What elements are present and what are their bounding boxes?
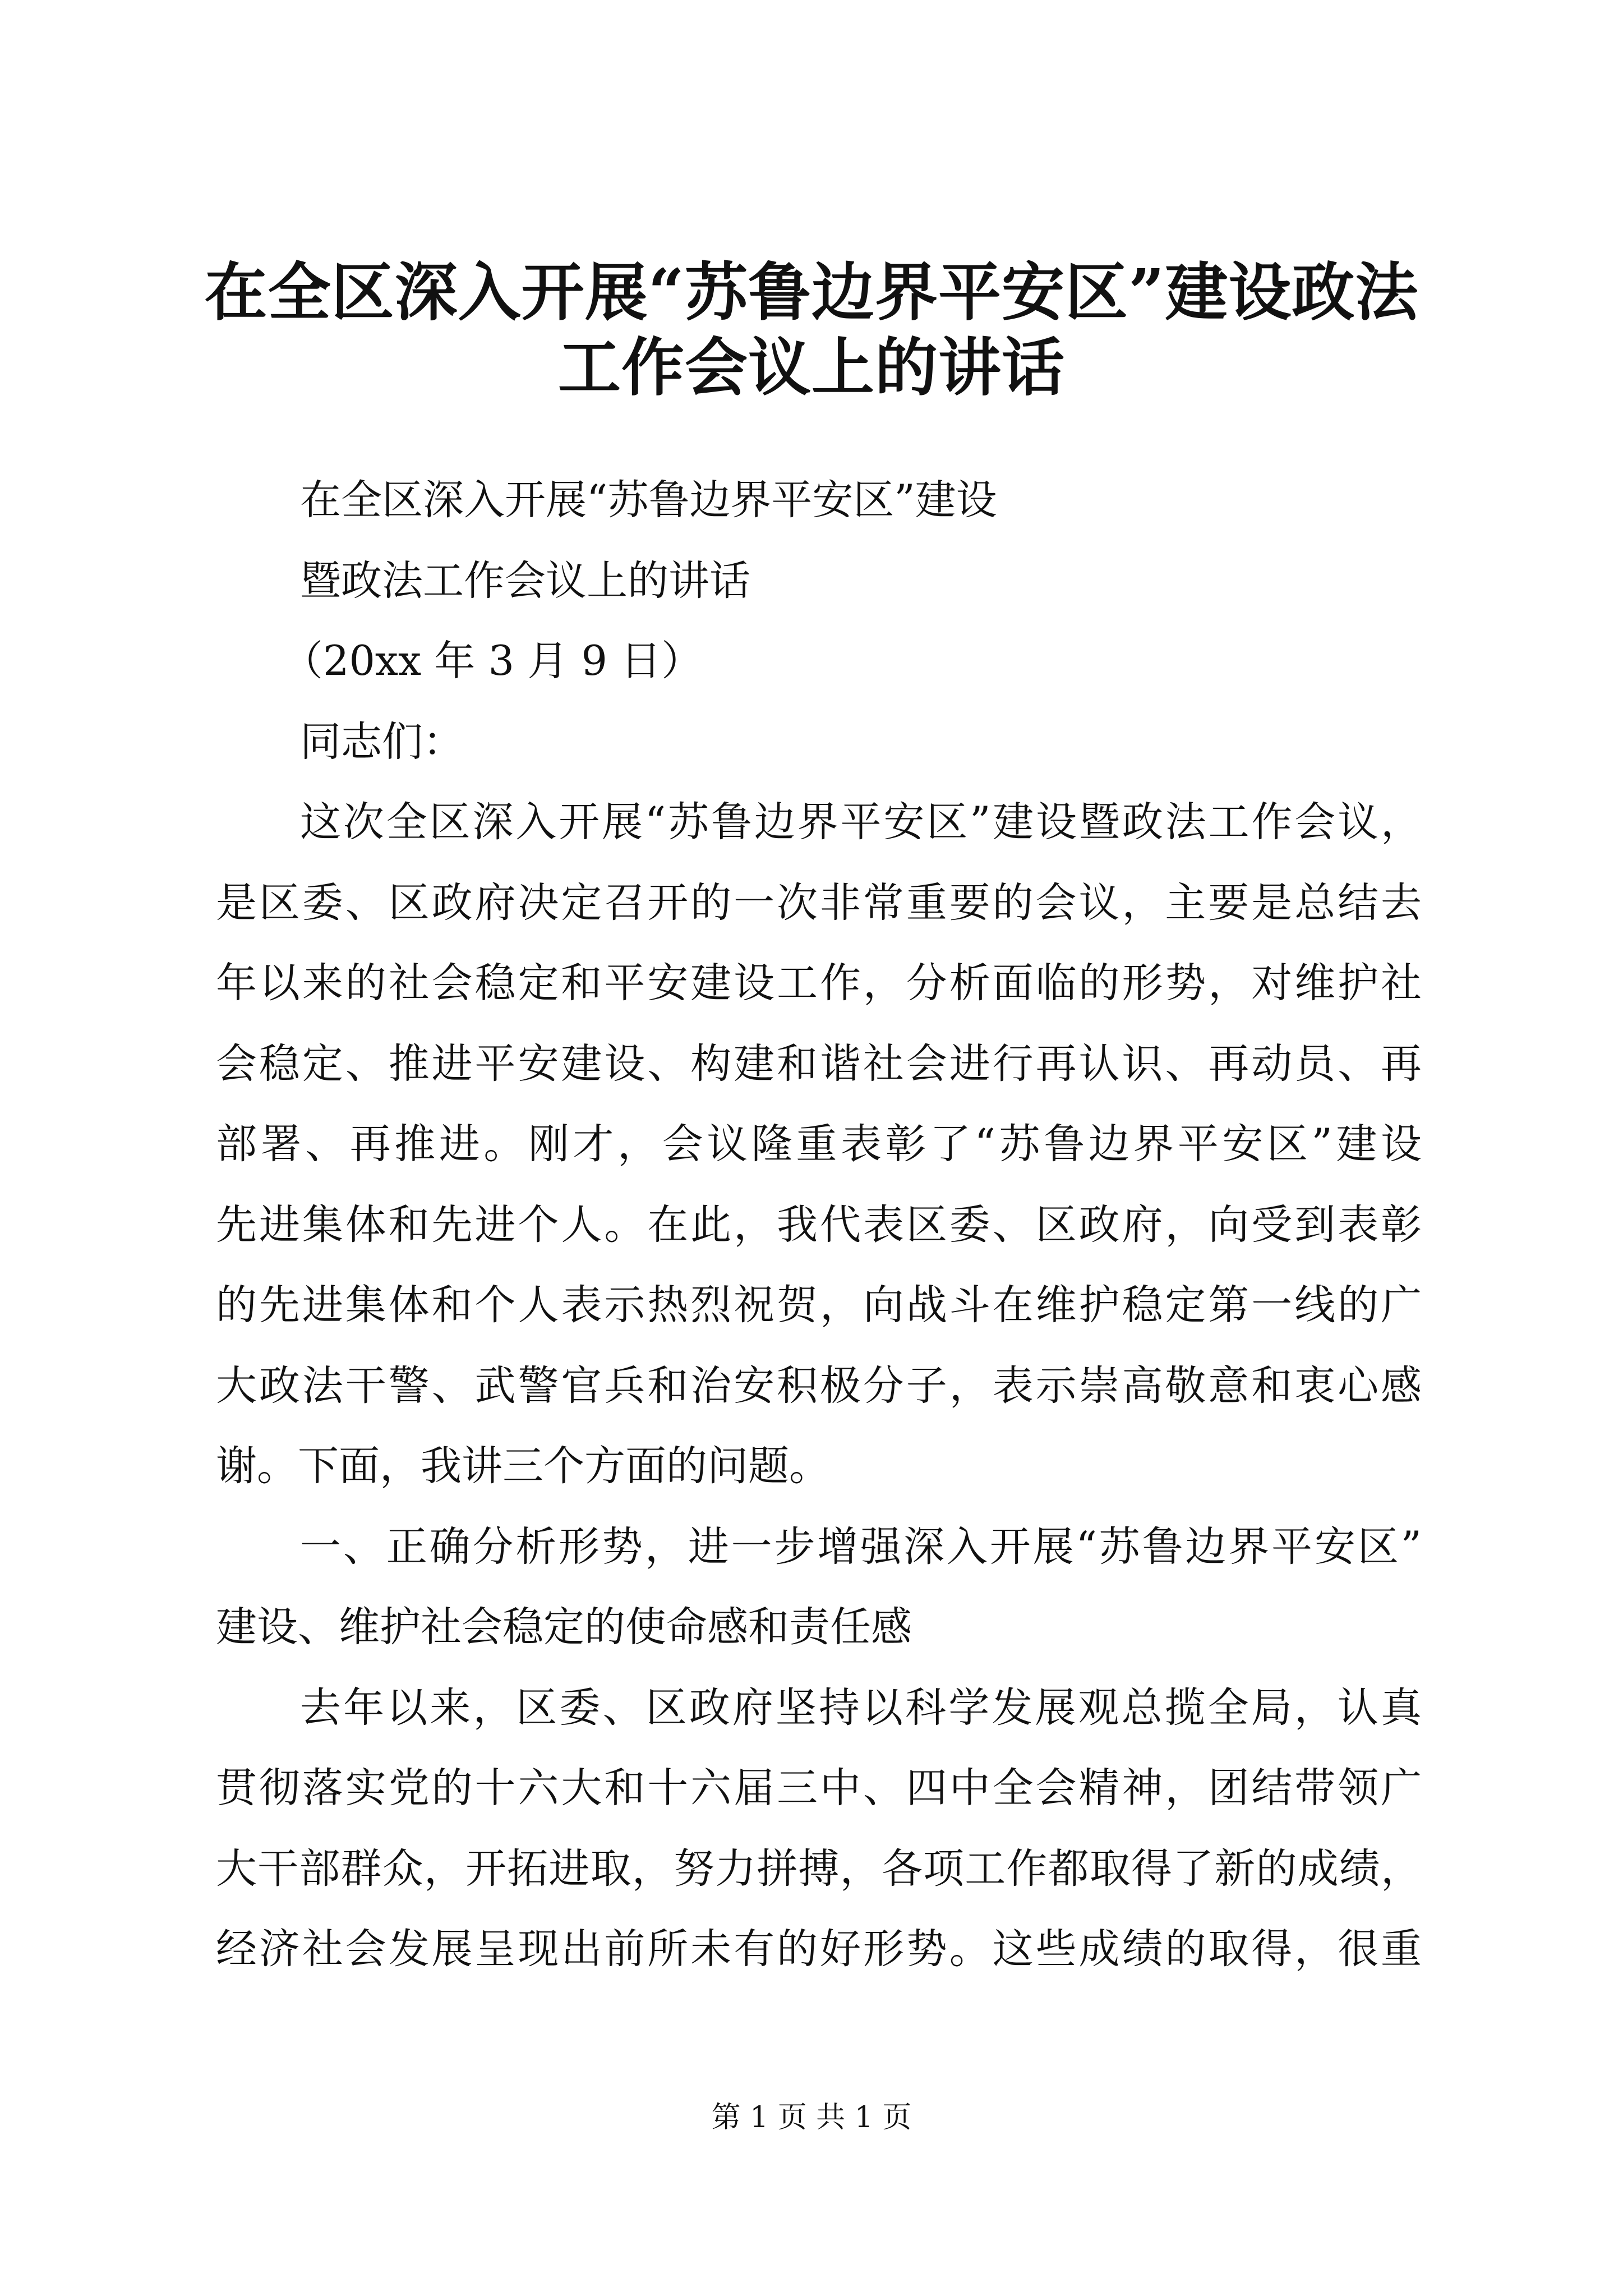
paragraph-line: 经济社会发展呈现出前所未有的好形势。这些成绩的取得，很重 <box>216 1925 1422 1973</box>
paragraph-line: 大干部群众，开拓进取，努力拼搏，各项工作都取得了新的成绩， <box>216 1844 1422 1893</box>
paragraph-line: 是区委、区政府决定召开的一次非常重要的会议，主要是总结去 <box>216 878 1422 927</box>
page-number-label: 第 1 页 共 1 页 <box>711 2101 912 2134</box>
paragraph-line: 大政法干警、武警官兵和治安积极分子，表示崇高敬意和衷心感 <box>216 1361 1422 1410</box>
subtitle-line-2: 暨政法工作会议上的讲话 <box>300 556 750 605</box>
paragraph-line: 部署、再推进。刚才，会议隆重表彰了“苏鲁边界平安区”建设 <box>216 1120 1422 1168</box>
paragraph-line: 这次全区深入开展“苏鲁边界平安区”建设暨政法工作会议， <box>300 798 1422 846</box>
paragraph-line: 年以来的社会稳定和平安建设工作，分析面临的形势，对维护社 <box>216 959 1422 1007</box>
salutation: 同志们： <box>300 717 464 766</box>
page-footer <box>0 2101 1623 2134</box>
paragraph-line: 谢。下面，我讲三个方面的问题。 <box>216 1442 830 1490</box>
paragraph-line: 先进集体和先进个人。在此，我代表区委、区政府，向受到表彰 <box>216 1200 1422 1249</box>
speech-date: （20xx 年 3 月 9 日） <box>282 637 703 685</box>
paragraph-line: 去年以来，区委、区政府坚持以科学发展观总揽全局，认真 <box>300 1683 1422 1732</box>
document-title-line-2: 工作会议上的讲话 <box>558 331 1065 404</box>
document-title-line-1: 在全区深入开展“苏鲁边界平安区”建设政法 <box>204 256 1419 329</box>
section-heading-line: 一、正确分析形势，进一步增强深入开展“苏鲁边界平安区” <box>300 1522 1422 1571</box>
subtitle-line-1: 在全区深入开展“苏鲁边界平安区”建设 <box>300 476 997 524</box>
paragraph-line: 的先进集体和个人表示热烈祝贺，向战斗在维护稳定第一线的广 <box>216 1281 1422 1329</box>
document-body <box>216 460 1422 1990</box>
paragraph-line: 会稳定、推进平安建设、构建和谐社会进行再认识、再动员、再 <box>216 1039 1422 1088</box>
section-heading-line: 建设、维护社会稳定的使命感和责任感 <box>216 1603 912 1651</box>
paragraph-line: 贯彻落实党的十六大和十六届三中、四中全会精神，团结带领广 <box>216 1764 1422 1812</box>
